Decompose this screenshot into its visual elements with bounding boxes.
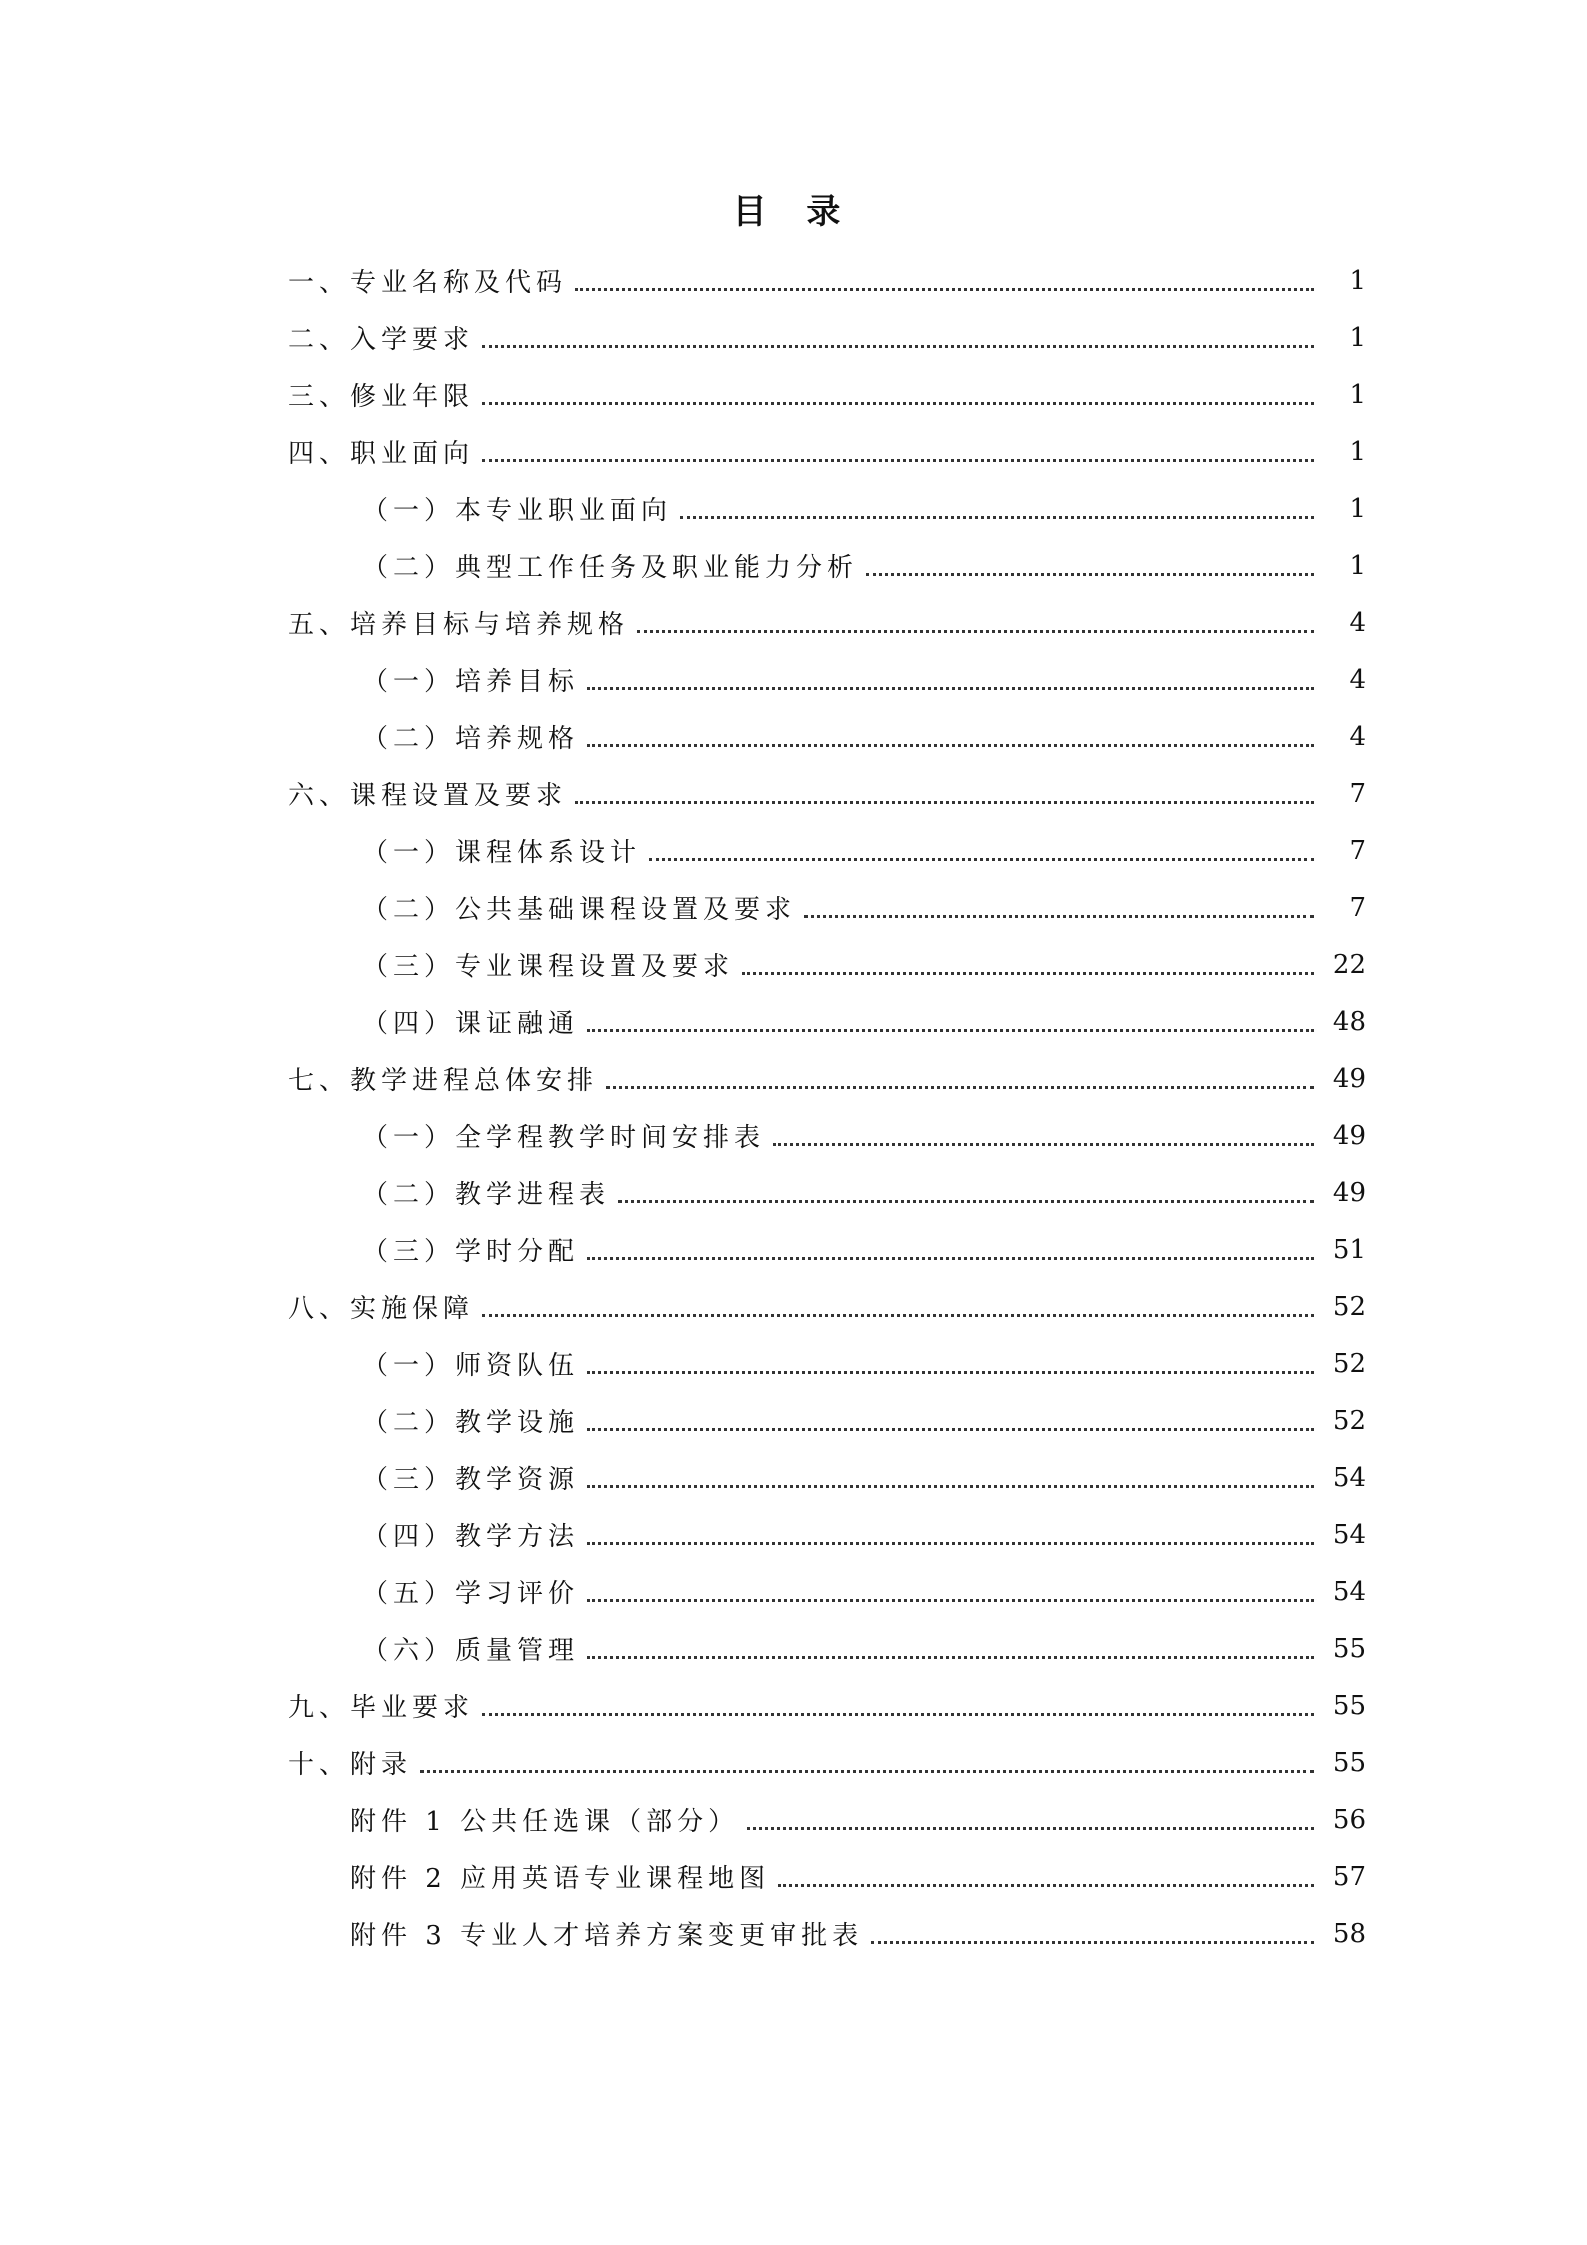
- toc-entry[interactable]: [0, 1392, 1587, 1449]
- toc-entry-label: 一、专业名称及代码: [288, 268, 568, 298]
- toc-leader-dots: [742, 946, 1314, 975]
- toc-entry[interactable]: [0, 423, 1587, 480]
- toc-leader-dots: [680, 490, 1314, 519]
- toc-entry[interactable]: [0, 936, 1587, 993]
- toc-entry-page-number: 55: [1332, 1747, 1366, 1778]
- toc-entry[interactable]: [0, 1620, 1587, 1677]
- toc-entry[interactable]: [0, 1221, 1587, 1278]
- toc-entry-page-number: 55: [1332, 1690, 1366, 1721]
- toc-entry[interactable]: [0, 1905, 1587, 1962]
- toc-entry[interactable]: [0, 708, 1587, 765]
- toc-leader-dots: [587, 1345, 1314, 1374]
- toc-entry-page-number: 52: [1332, 1291, 1366, 1322]
- toc-entry-page-number: 1: [1349, 493, 1366, 524]
- toc-entry-label: 五、培养目标与培养规格: [288, 610, 630, 640]
- toc-leader-dots: [618, 1174, 1314, 1203]
- toc-leader-dots: [606, 1060, 1314, 1089]
- toc-leader-dots: [575, 262, 1314, 291]
- toc-leader-dots: [871, 1915, 1314, 1944]
- toc-entry[interactable]: [0, 309, 1587, 366]
- toc-entry-page-number: 52: [1332, 1405, 1366, 1436]
- toc-entry-label: （三）学时分配: [362, 1237, 580, 1267]
- toc-entry-label: （二）典型工作任务及职业能力分析: [362, 553, 859, 583]
- toc-leader-dots: [778, 1858, 1314, 1887]
- toc-leader-dots: [587, 661, 1314, 690]
- toc-entry-page-number: 1: [1349, 322, 1366, 353]
- toc-entry[interactable]: [0, 1734, 1587, 1791]
- toc-entry[interactable]: [0, 1506, 1587, 1563]
- toc-entry-page-number: 4: [1349, 721, 1366, 752]
- toc-entry-label: （一）课程体系设计: [362, 838, 642, 868]
- toc-entry-page-number: 22: [1332, 949, 1366, 980]
- toc-entry-label: 附件 2 应用英语专业课程地图: [350, 1864, 771, 1894]
- toc-entry-page-number: 7: [1349, 892, 1366, 923]
- toc-leader-dots: [587, 1573, 1314, 1602]
- toc-entry[interactable]: [0, 1107, 1587, 1164]
- toc-entry-label: 二、入学要求: [288, 325, 475, 355]
- toc-entry-page-number: 55: [1332, 1633, 1366, 1664]
- toc-entry-label: 附件 1 公共任选课（部分）: [350, 1807, 740, 1837]
- toc-entry-label: 三、修业年限: [288, 382, 475, 412]
- toc-entry-label: （六）质量管理: [362, 1636, 580, 1666]
- toc-entry[interactable]: [0, 594, 1587, 651]
- toc-entry-label: （一）培养目标: [362, 667, 580, 697]
- toc-entry-page-number: 48: [1332, 1006, 1366, 1037]
- toc-entry-page-number: 7: [1349, 835, 1366, 866]
- toc-leader-dots: [587, 1630, 1314, 1659]
- toc-entry-page-number: 56: [1332, 1804, 1366, 1835]
- toc-entry-page-number: 49: [1332, 1177, 1366, 1208]
- toc-entry-page-number: 54: [1332, 1462, 1366, 1493]
- toc-entry-label: （五）学习评价: [362, 1579, 580, 1609]
- toc-leader-dots: [649, 832, 1314, 861]
- toc-entry-label: （三）教学资源: [362, 1465, 580, 1495]
- toc-entry[interactable]: [0, 1050, 1587, 1107]
- toc-entry-label: （二）培养规格: [362, 724, 580, 754]
- toc-entry-page-number: 1: [1349, 265, 1366, 296]
- toc-leader-dots: [482, 1288, 1314, 1317]
- toc-entry-label: 八、实施保障: [288, 1294, 475, 1324]
- toc-entry-page-number: 4: [1349, 664, 1366, 695]
- toc-leader-dots: [482, 376, 1314, 405]
- toc-leader-dots: [420, 1744, 1314, 1773]
- toc-leader-dots: [587, 1516, 1314, 1545]
- toc-entry-label: （一）全学程教学时间安排表: [362, 1123, 766, 1153]
- toc-entry-label: （二）教学设施: [362, 1408, 580, 1438]
- toc-entry-page-number: 1: [1349, 379, 1366, 410]
- toc-entry-label: （四）教学方法: [362, 1522, 580, 1552]
- toc-entry[interactable]: [0, 1848, 1587, 1905]
- toc-entry-page-number: 51: [1332, 1234, 1366, 1265]
- toc-entry-page-number: 1: [1349, 436, 1366, 467]
- toc-entry-label: 九、毕业要求: [288, 1693, 475, 1723]
- toc-leader-dots: [587, 1003, 1314, 1032]
- toc-leader-dots: [482, 433, 1314, 462]
- toc-leader-dots: [482, 1687, 1314, 1716]
- toc-entry-label: 附件 3 专业人才培养方案变更审批表: [350, 1921, 864, 1951]
- toc-leader-dots: [587, 1459, 1314, 1488]
- toc-entry[interactable]: [0, 1677, 1587, 1734]
- toc-entry-label: （二）公共基础课程设置及要求: [362, 895, 797, 925]
- toc-entry[interactable]: [0, 651, 1587, 708]
- toc-entry[interactable]: [0, 480, 1587, 537]
- toc-entry-label: 十、附录: [288, 1750, 413, 1780]
- toc-entry[interactable]: [0, 1563, 1587, 1620]
- toc-entry-page-number: 49: [1332, 1120, 1366, 1151]
- toc-entry-page-number: 57: [1332, 1861, 1366, 1892]
- toc-entry-label: （二）教学进程表: [362, 1180, 611, 1210]
- toc-entry-page-number: 52: [1332, 1348, 1366, 1379]
- toc-entry-label: （一）本专业职业面向: [362, 496, 673, 526]
- toc-entry-page-number: 49: [1332, 1063, 1366, 1094]
- toc-entry-page-number: 4: [1349, 607, 1366, 638]
- toc-leader-dots: [804, 889, 1314, 918]
- toc-leader-dots: [587, 1402, 1314, 1431]
- toc-entry[interactable]: [0, 1335, 1587, 1392]
- table-of-contents: [0, 252, 1587, 1962]
- toc-leader-dots: [575, 775, 1314, 804]
- toc-entry-label: （四）课证融通: [362, 1009, 580, 1039]
- toc-entry-page-number: 54: [1332, 1576, 1366, 1607]
- toc-entry[interactable]: [0, 366, 1587, 423]
- toc-title: 目 录: [732, 192, 855, 232]
- toc-leader-dots: [773, 1117, 1314, 1146]
- toc-entry[interactable]: [0, 879, 1587, 936]
- toc-entry-page-number: 1: [1349, 550, 1366, 581]
- toc-entry[interactable]: [0, 993, 1587, 1050]
- toc-entry[interactable]: [0, 1791, 1587, 1848]
- toc-leader-dots: [747, 1801, 1314, 1830]
- toc-entry[interactable]: [0, 537, 1587, 594]
- toc-entry[interactable]: [0, 1278, 1587, 1335]
- toc-entry-label: 四、职业面向: [288, 439, 475, 469]
- toc-entry[interactable]: [0, 822, 1587, 879]
- toc-entry-label: （一）师资队伍: [362, 1351, 580, 1381]
- toc-leader-dots: [587, 718, 1314, 747]
- toc-entry[interactable]: [0, 252, 1587, 309]
- toc-entry-page-number: 7: [1349, 778, 1366, 809]
- toc-entry-page-number: 54: [1332, 1519, 1366, 1550]
- toc-leader-dots: [637, 604, 1314, 633]
- toc-entry-page-number: 58: [1332, 1918, 1366, 1949]
- toc-leader-dots: [587, 1231, 1314, 1260]
- toc-entry-label: 七、教学进程总体安排: [288, 1066, 599, 1096]
- toc-entry-label: （三）专业课程设置及要求: [362, 952, 735, 982]
- toc-leader-dots: [482, 319, 1314, 348]
- toc-entry[interactable]: [0, 1164, 1587, 1221]
- toc-entry[interactable]: [0, 1449, 1587, 1506]
- toc-leader-dots: [866, 547, 1314, 576]
- toc-entry[interactable]: [0, 765, 1587, 822]
- toc-entry-label: 六、课程设置及要求: [288, 781, 568, 811]
